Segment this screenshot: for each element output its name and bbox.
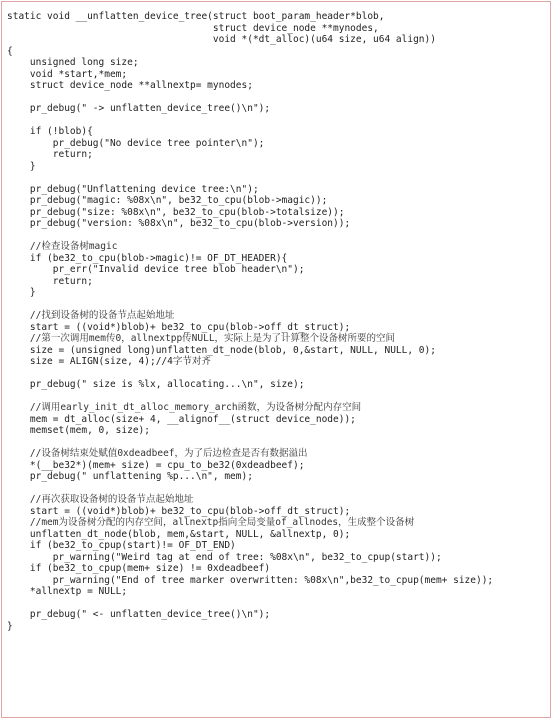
code-line: return;: [7, 149, 93, 160]
code-line: [7, 115, 493, 127]
code-line: //设备树结束处赋值0xdeadbeef，为了后边检查是否有数据溢出: [7, 448, 308, 459]
code-line: pr_debug("Unflattening device tree:\n");: [7, 183, 259, 195]
code-line: return;: [7, 275, 93, 287]
code-line: }: [7, 287, 36, 298]
code-line: struct device_node **allnextp= mynodes;: [7, 80, 253, 91]
code-line: }: [7, 620, 13, 632]
code-line: [7, 598, 493, 610]
code-line: pr_debug(" unflattening %p...\n", mem);: [7, 471, 253, 482]
code-line: [7, 391, 493, 403]
code-line: pr_debug("size: %08x\n", be32_to_cpu(blob->totalsize));: [7, 206, 345, 218]
code-line: size = ALIGN(size, 4);//4字节对齐: [7, 356, 211, 367]
code-line: if (be32_to_cpup(start)!= OF_DT_END): [7, 540, 236, 551]
code-line: if (be32_to_cpup(mem+ size) != 0xdeadbeef): [7, 563, 271, 574]
code-line: if (be32_to_cpu(blob->magic)!= OF_DT_HEADER){: [7, 252, 288, 264]
code-line: pr_debug(" -> unflatten_device_tree()\n");: [7, 103, 271, 114]
code-line: static void __unflatten_device_tree(struct boot_param_header*blob,: [7, 11, 385, 22]
code-line: *allnextp = NULL;: [7, 586, 128, 597]
code-line: pr_warning("End of tree marker overwritten: %08x\n",be32_to_cpup(mem+ size));: [7, 574, 494, 586]
code-line: void *(*dt_alloc)(u64 size, u64 align)): [7, 34, 436, 45]
code-line: pr_debug("No device tree pointer\n");: [7, 137, 265, 149]
code-line: unsigned long size;: [7, 57, 139, 68]
code-line: size = (unsigned long)unflatten_dt_node(blob, 0,&start, NULL, NULL, 0);: [7, 344, 436, 356]
code-line: //检查设备树magic: [7, 241, 118, 252]
code-line: pr_warning("Weird tag at end of tree: %08x\n", be32_to_cpup(start));: [7, 551, 442, 563]
code-line: void *start,*mem;: [7, 68, 128, 80]
code-line: memset(mem, 0, size);: [7, 425, 150, 436]
code-line: [7, 172, 493, 184]
code-line: if (!blob){: [7, 126, 93, 137]
code-line: mem = dt_alloc(size+ 4, __alignof__(struct device_node));: [7, 413, 356, 425]
code-line: *(__be32*)(mem+ size) = cpu_to_be32(0xdeadbeef);: [7, 459, 305, 471]
code-line: //再次获取设备树的设备节点起始地址: [7, 494, 194, 505]
code-line: start = ((void*)blob)+ be32_to_cpu(blob->off_dt_struct);: [7, 321, 351, 333]
code-line: //mem为设备树分配的内存空间，allnextp指向全局变量of_allnodes，生成整个设备树: [7, 517, 415, 528]
code-line: pr_debug(" <- unflatten_device_tree()\n");: [7, 609, 271, 620]
code-text: [7, 11, 493, 632]
code-line: }: [7, 160, 36, 172]
code-line: //找到设备树的设备节点起始地址: [7, 310, 175, 321]
code-line: //第一次调用mem传0，allnextpp传NULL，实际上是为了计算整个设备树所要的空间: [7, 333, 396, 344]
code-line: unflatten_dt_node(blob, mem,&start, NULL, &allnextp, 0);: [7, 528, 351, 540]
code-line: [7, 299, 493, 311]
code-line: [7, 483, 493, 495]
code-line: {: [7, 45, 13, 57]
code-line: pr_debug(" size is %lx, allocating...\n", size);: [7, 379, 305, 390]
code-line: [7, 92, 493, 104]
code-line: [7, 368, 493, 380]
code-line: struct device_node **mynodes,: [7, 22, 379, 34]
code-block: [1, 1, 551, 718]
code-line: //调用early_init_dt_alloc_memory_arch函数，为设备树分配内存空间: [7, 402, 362, 413]
code-line: [7, 437, 493, 449]
code-line: pr_err("Invalid device tree blob header\n");: [7, 264, 305, 275]
code-line: [7, 230, 493, 242]
code-line: pr_debug("magic: %08x\n", be32_to_cpu(blob->magic));: [7, 195, 328, 206]
code-line: start = ((void*)blob)+ be32_to_cpu(blob->off_dt_struct);: [7, 505, 351, 517]
code-line: pr_debug("version: %08x\n", be32_to_cpu(blob->version));: [7, 218, 351, 229]
